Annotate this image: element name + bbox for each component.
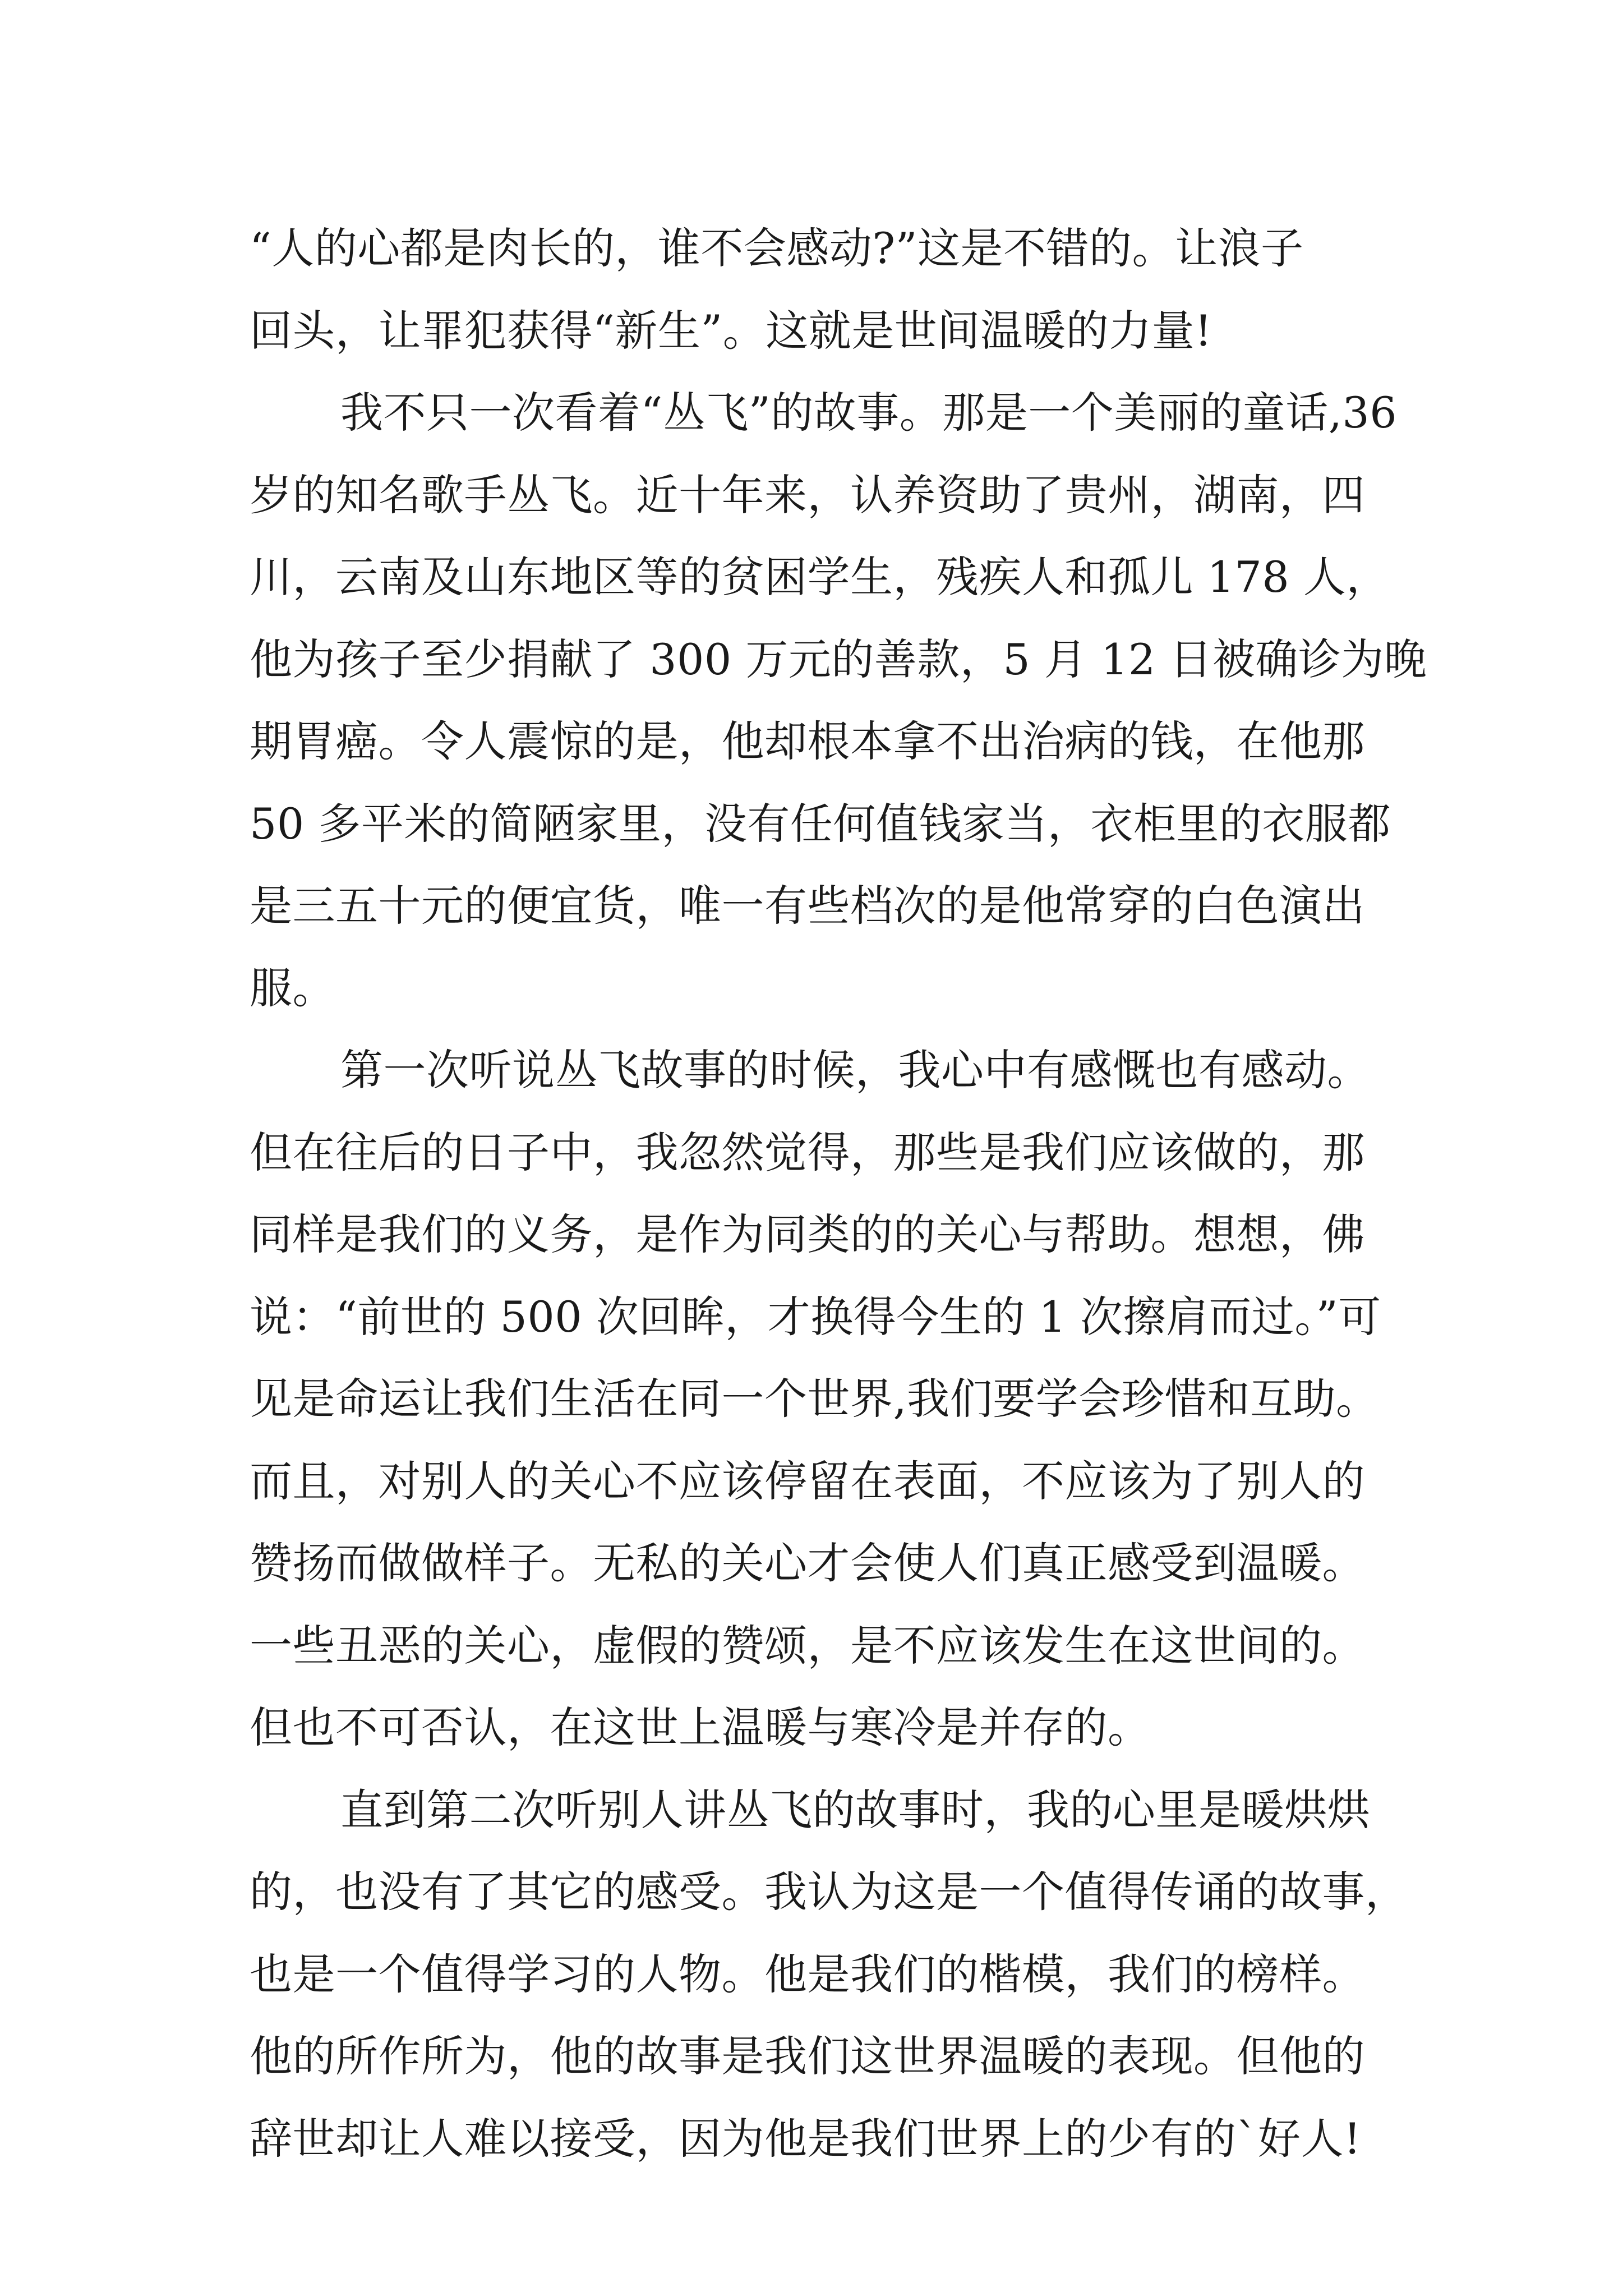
text-line: 说：“前世的 500 次回眸，才换得今生的 1 次擦肩而过。”可 <box>250 1291 1381 1342</box>
text-line: 一些丑恶的关心，虚假的赞颂，是不应该发生在这世间的。 <box>250 1620 1365 1671</box>
text-line: 但也不可否认，在这世上温暖与寒冷是并存的。 <box>250 1703 1151 1752</box>
text-line: 他为孩子至少捐献了 300 万元的善款，5 月 12 日被确诊为晚 <box>250 634 1427 684</box>
text-line: 而且，对别人的关心不应该停留在表面，不应该为了别人的 <box>250 1456 1365 1506</box>
text-line: 辞世却让人难以接受，因为他是我们世界上的少有的`好人! <box>250 2113 1362 2164</box>
text-line: “人的心都是肉长的，谁不会感动?”这是不错的。让浪子 <box>250 223 1304 273</box>
text-line: 但在往后的日子中，我忽然觉得，那些是我们应该做的，那 <box>250 1127 1365 1177</box>
text-line: 期胃癌。令人震惊的是，他却根本拿不出治病的钱，在他那 <box>250 716 1365 766</box>
paragraph-4 <box>250 1769 1408 2180</box>
text-line: 直到第二次听别人讲丛飞的故事时，我的心里是暖烘烘 <box>340 1784 1370 1835</box>
text-line: 第一次听说丛飞故事的时候，我心中有感慨也有感动。 <box>340 1045 1370 1095</box>
text-line: 岁的知名歌手丛飞。近十年来，认养资助了贵州，湖南，四 <box>250 470 1365 520</box>
paragraph-1 <box>250 208 1388 372</box>
text-line: 我不只一次看着“丛飞”的故事。那是一个美丽的童话,36 <box>340 388 1398 438</box>
paragraph-2 <box>250 372 1427 1029</box>
paragraph-3 <box>250 1029 1388 1769</box>
text-line: 的，也没有了其它的感受。我认为这是一个值得传诵的故事， <box>250 1867 1408 1917</box>
text-line: 川，云南及山东地区等的贫困学生，残疾人和孤儿 178 人， <box>250 552 1389 602</box>
document-body <box>250 208 1427 2180</box>
text-line: 也是一个值得学习的人物。他是我们的楷模，我们的榜样。 <box>250 1949 1365 1999</box>
text-line: 50 多平米的简陋家里，没有任何值钱家当，衣柜里的衣服都 <box>250 798 1391 849</box>
text-line: 回头，让罪犯获得“新生”。这就是世间温暖的力量! <box>250 305 1212 356</box>
text-line: 见是命运让我们生活在同一个世界,我们要学会珍惜和互助。 <box>250 1374 1379 1424</box>
text-line: 他的所作所为，他的故事是我们这世界温暖的表现。但他的 <box>250 2031 1365 2081</box>
text-line: 服。 <box>250 963 335 1013</box>
text-line: 是三五十元的便宜货，唯一有些档次的是他常穿的白色演出 <box>250 881 1365 931</box>
text-line: 同样是我们的义务，是作为同类的的关心与帮助。想想，佛 <box>250 1209 1365 1259</box>
text-line: 赞扬而做做样子。无私的关心才会使人们真正感受到温暖。 <box>250 1538 1365 1588</box>
